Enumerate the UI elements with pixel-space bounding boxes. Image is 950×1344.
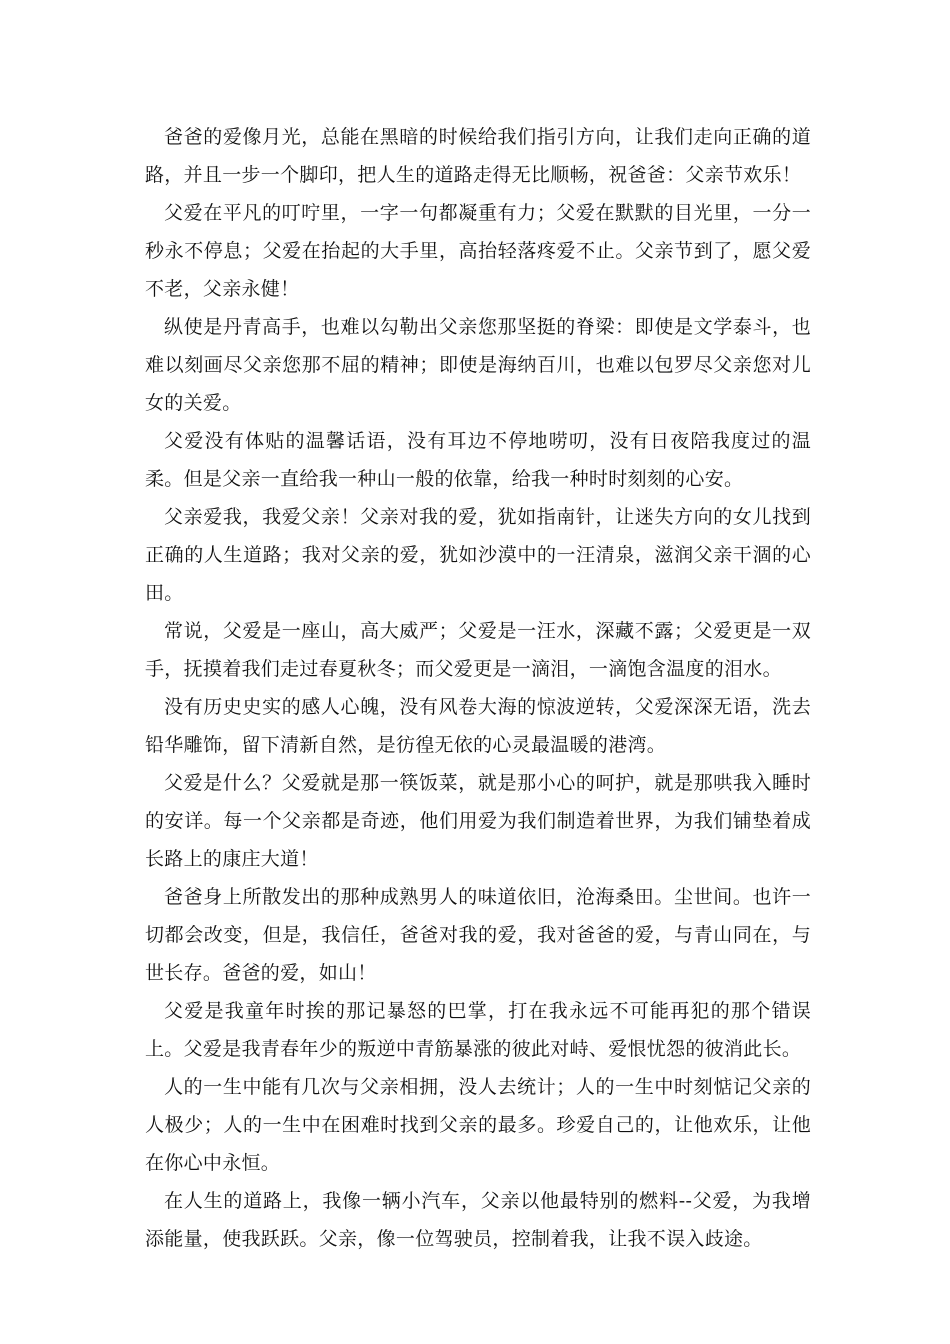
document-body — [145, 118, 811, 1258]
paragraph: 父爱是我童年时挨的那记暴怒的巴掌，打在我永远不可能再犯的那个错误上。父爱是我青春年少的叛逆中青筋暴涨的彼此对峙、爱恨忧怨的彼消此长。 — [145, 1000, 811, 1060]
paragraph: 父亲爱我，我爱父亲！父亲对我的爱，犹如指南针，让迷失方向的女儿找到正确的人生道路；我对父亲的爱，犹如沙漠中的一汪清泉，滋润父亲干涸的心田。 — [145, 506, 811, 604]
paragraph: 纵使是丹青高手，也难以勾勒出父亲您那坚挺的脊梁：即使是文学泰斗，也难以刻画尽父亲您那不屈的精神；即使是海纳百川，也难以包罗尽父亲您对儿女的关爱。 — [145, 316, 811, 414]
paragraph: 常说，父爱是一座山，高大威严；父爱是一汪水，深藏不露；父爱更是一双手，抚摸着我们走过春夏秋冬；而父爱更是一滴泪，一滴饱含温度的泪水。 — [145, 620, 811, 680]
paragraph: 人的一生中能有几次与父亲相拥，没人去统计；人的一生中时刻惦记父亲的人极少；人的一生中在困难时找到父亲的最多。珍爱自己的，让他欢乐，让他在你心中永恒。 — [145, 1076, 811, 1174]
paragraph: 爸爸的爱像月光，总能在黑暗的时候给我们指引方向，让我们走向正确的道路，并且一步一个脚印，把人生的道路走得无比顺畅，祝爸爸：父亲节欢乐！ — [145, 126, 811, 186]
paragraph: 没有历史史实的感人心魄，没有风卷大海的惊波逆转，父爱深深无语，洗去铅华雕饰，留下清新自然，是彷徨无依的心灵最温暖的港湾。 — [145, 696, 811, 756]
paragraph: 父爱没有体贴的温馨话语，没有耳边不停地唠叨，没有日夜陪我度过的温柔。但是父亲一直给我一种山一般的依靠，给我一种时时刻刻的心安。 — [145, 430, 811, 490]
paragraph: 爸爸身上所散发出的那种成熟男人的味道依旧，沧海桑田。尘世间。也许一切都会改变，但是，我信任，爸爸对我的爱，我对爸爸的爱，与青山同在，与世长存。爸爸的爱，如山！ — [145, 886, 811, 984]
paragraph: 父爱是什么？父爱就是那一筷饭菜，就是那小心的呵护，就是那哄我入睡时的安详。每一个父亲都是奇迹，他们用爱为我们制造着世界，为我们铺垫着成长路上的康庄大道！ — [145, 772, 811, 870]
paragraph: 在人生的道路上，我像一辆小汽车，父亲以他最特别的燃料--父爱，为我增添能量，使我跃跃。父亲，像一位驾驶员，控制着我，让我不误入歧途。 — [145, 1190, 811, 1250]
paragraph: 父爱在平凡的叮咛里，一字一句都凝重有力；父爱在默默的目光里，一分一秒永不停息；父爱在抬起的大手里，高抬轻落疼爱不止。父亲节到了，愿父爱不老，父亲永健！ — [145, 202, 811, 300]
